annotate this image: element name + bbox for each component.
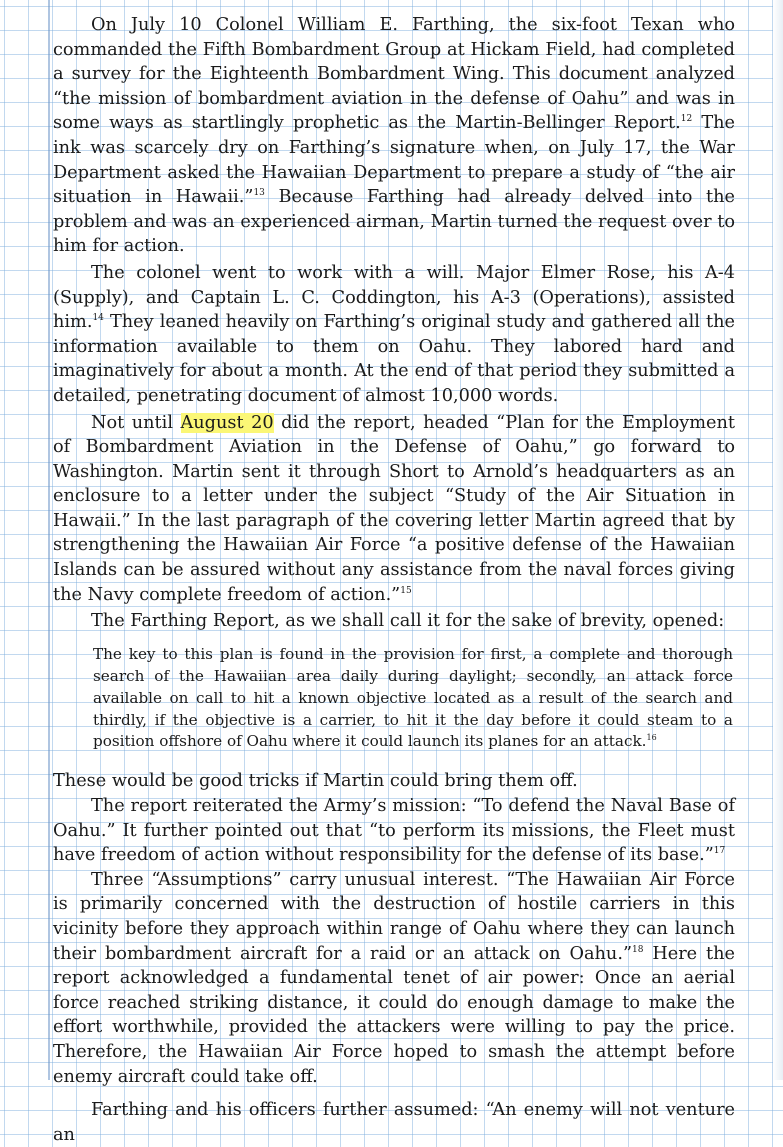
page-edge-shadow: [773, 0, 783, 1080]
footnote-ref: 12: [680, 114, 693, 125]
footnote-ref: 15: [400, 585, 412, 596]
footnote-ref: 14: [92, 313, 104, 324]
footnote-ref: 13: [253, 188, 265, 199]
paragraph-army-mission: The report reiterated the Army’s mission: “To defend the Naval Base of Oahu.” It further pointed out that “to perform its missions, the Fleet must have freedom of action without responsibility for the defense of its base.”$^{17}$: [53, 795, 735, 866]
paragraph-report-opened: The Farthing Report, as we shall call it for the sake of brevity, opened:: [91, 611, 725, 632]
paragraph-further-assumed: Farthing and his officers further assumed: “An enemy will not venture an: [53, 1100, 735, 1145]
paragraph-good-tricks: These would be good tricks if Martin could bring them off.: [53, 771, 578, 792]
paragraph-farthing-survey: On July 10 Colonel William E. Farthing, the six-foot Texan who commanded the Fifth Bombardment Group at Hickam Field, had completed a survey for the Eighteenth Bombardment Wing. This document analyzed “the mission of bombardment aviation in the defense of Oahu” and was in some ways as startlingly prophetic as the Martin-Bellinger Report.$^{12}$ The ink was scarcely dry on Farthing’s signature when, on July 17, the War Department asked the Hawaiian Department to prepare a study of “the air situation in Hawaii.”$^{13}$ Because Farthing had already delved into the problem and was an experienced airman, Martin turned the request over to him for action.: [53, 15, 736, 257]
margin-line: [48, 0, 50, 1080]
paragraph-august-report: Not until August 20 did the report, headed “Plan for the Employment of Bombardment Aviation in the Defense of Oahu,” go forward to Washington. Martin sent it through Short to Arnold’s headquarters as an enclosure to a letter under the subject “Study of the Air Situation in Hawaii.” In the last paragraph of the covering letter Martin agreed that by strengthening the Hawaiian Air Force “a positive defense of the Hawaiian Islands can be assured without any assistance from the naval forces giving the Navy complete freedom of action.”$^{15}$: [53, 412, 735, 605]
highlighted-date: August 20: [180, 412, 274, 433]
footnote-ref: 16: [646, 733, 657, 743]
footnote-ref: 17: [713, 846, 726, 857]
block-quote: The key to this plan is found in the provision for first, a complete and thorough search of the Hawaiian area daily during daylight; secondly, an attack force available on call to hit a known objective located as a result of the search and thirdly, if the objective is a carrier, to hit it the day before it could steam to a position offshore of Oahu where it could launch its planes for an attack.$^{16}$: [93, 644, 733, 751]
footnote-ref: 18: [631, 944, 644, 955]
paragraph-colonel-work: The colonel went to work with a will. Major Elmer Rose, his A-4 (Supply), and Captain L. C. Coddington, his A-3 (Operations), assisted him.$^{14}$ They leaned heavily on Farthing’s original study and gathered all the information available to them on Oahu. They labored hard and imaginatively for about a month. At the end of that period they submitted a detailed, penetrating document of almost 10,000 words.: [53, 262, 735, 406]
paragraph-assumptions: Three “Assumptions” carry unusual interest. “The Hawaiian Air Force is primarily concerned with the destruction of hostile carriers in this vicinity before they approach within range of Oahu where they can launch their bombardment aircraft for a raid or an attack on Oahu.”$^{18}$ Here the report acknowledged a fundamental tenet of air power: Once an aerial force reached striking distance, it could do enough damage to make the effort worthwhile, provided the attackers were willing to pay the price. Therefore, the Hawaiian Air Force hoped to smash the attempt before enemy aircraft could take off.: [53, 869, 735, 1087]
body-text: [53, 13, 735, 1147]
